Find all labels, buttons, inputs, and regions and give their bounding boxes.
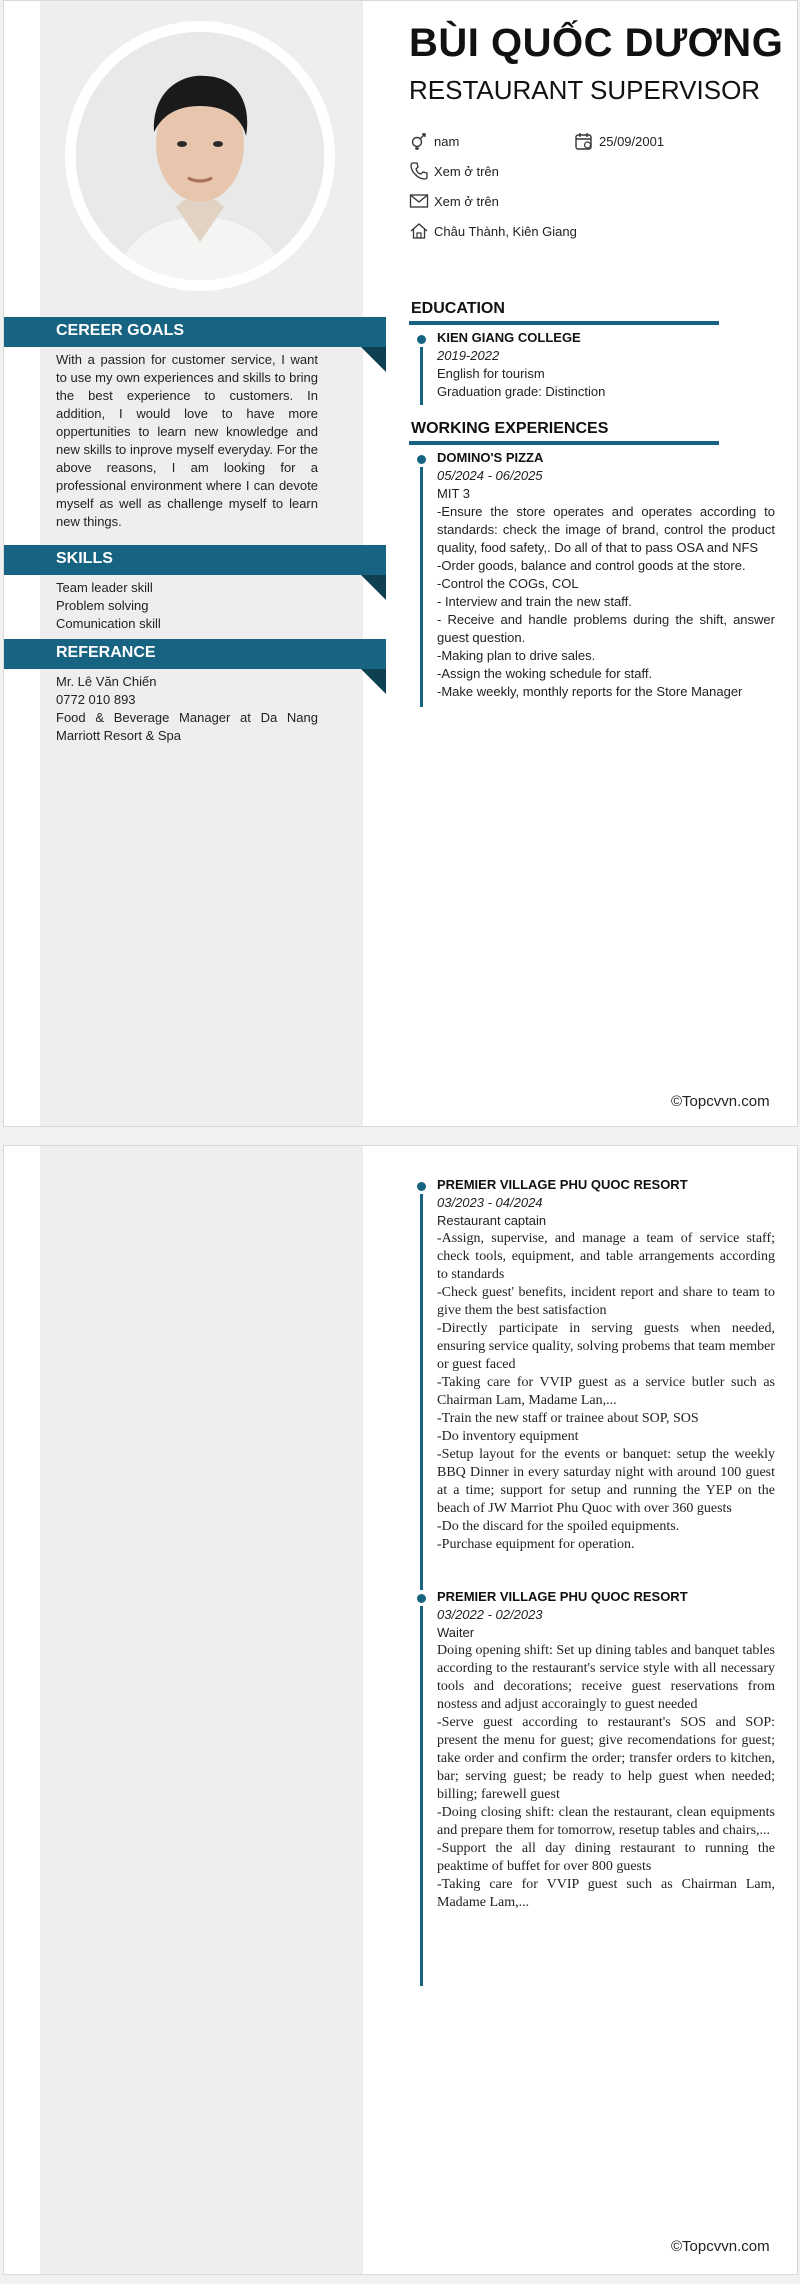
- gender-icon: [409, 131, 429, 151]
- job-duty: -Ensure the store operates and operates according to standards: check the image of brand, control the product quality, food safety,. Do all of that to pass OSA and NFS: [437, 504, 775, 555]
- job-duty: -Doing closing shift: clean the restaurant, clean equipments and prepare them for tomorrow, resetup tables and chairs,...: [437, 1805, 775, 1838]
- skill-item: Comunication skill: [56, 616, 161, 631]
- job-date: 03/2022 - 02/2023: [437, 1607, 543, 1622]
- job-duty: -Assign the woking schedule for staff.: [437, 666, 653, 681]
- reference-phone: 0772 010 893: [56, 692, 136, 707]
- ribbon-fold: [361, 575, 386, 600]
- career-goals-text: With a passion for customer service, I want to use my own experiences and skills to bring the best experience to customers. In addition, I would love to have more oppertunities to learn new knowledge and new skills to inprove myself everyday. For the above reasons, I am looking for a professional environment where I can devote myself as well as challenge myself to learn new things.: [56, 352, 318, 529]
- job-duty: -Directly participate in serving guests when needed, ensuring service quality, solving probems that team member or guest faced: [437, 1321, 775, 1372]
- timeline-dot: [417, 335, 426, 344]
- calendar-icon: [574, 131, 594, 151]
- job-duty: -Setup layout for the events or banquet: setup the weekly BBQ Dinner in every saturday night with around 100 guest at a time; support for setup and running the YEP on the beach of JW Marriot Phu Quoc with over 360 guests: [437, 1447, 775, 1516]
- gender-info: [409, 131, 459, 151]
- school-name: KIEN GIANG COLLEGE: [437, 330, 581, 345]
- school-years: 2019-2022: [437, 348, 500, 363]
- job-date: 05/2024 - 06/2025: [437, 468, 543, 483]
- job-entry: [437, 1176, 775, 1554]
- job-role: MIT 3: [437, 486, 470, 501]
- job-duty: -Making plan to drive sales.: [437, 648, 596, 663]
- job-duty: -Train the new staff or trainee about SOP, SOS: [437, 1411, 699, 1426]
- timeline-line: [420, 1606, 423, 1986]
- candidate-name: BÙI QUỐC DƯƠNG: [409, 21, 784, 65]
- mail-icon: [409, 191, 429, 211]
- footer-brand: ©Topcvvn.com: [671, 2238, 770, 2255]
- email-info: [409, 191, 499, 211]
- job-duty: -Serve guest according to restaurant's SOS and SOP: present the menu for guest; give recomendations for guest; take order and confirm the order; transfer orders to kitchen, bar; serving guest; be ready to help guest when needed; billing; farewell guest: [437, 1715, 775, 1802]
- job-date: 03/2023 - 04/2024: [437, 1195, 543, 1210]
- reference-block: [56, 673, 318, 745]
- birthdate-value: 25/09/2001: [599, 133, 665, 149]
- job-duty: - Receive and handle problems during the shift, answer guest question.: [437, 612, 775, 645]
- ribbon-fold: [361, 669, 386, 694]
- skills-list: [56, 579, 318, 633]
- job-duty: -Check guest' benefits, incident report and share to team to give them the best satisfaction: [437, 1285, 775, 1318]
- reference-position: Food & Beverage Manager at Da Nang Marriott Resort & Spa: [56, 710, 318, 743]
- avatar-photo-icon: [76, 32, 324, 280]
- education-heading: EDUCATION: [411, 300, 505, 317]
- education-entry: [437, 329, 775, 401]
- timeline-dot: [417, 455, 426, 464]
- gender-value: nam: [434, 133, 460, 149]
- experience-rule: [409, 441, 719, 445]
- timeline-line: [420, 467, 423, 707]
- school-major: English for tourism: [437, 366, 545, 381]
- skill-item: Problem solving: [56, 598, 149, 613]
- job-duty: -Do inventory equipment: [437, 1429, 579, 1444]
- timeline-dot: [417, 1182, 426, 1191]
- skill-item: Team leader skill: [56, 580, 153, 595]
- address-value: Châu Thành, Kiên Giang: [434, 223, 577, 239]
- job-entry: [437, 1588, 775, 1912]
- job-duty: -Taking care for VVIP guest as a service butler such as Chairman Lam, Madame Lan,...: [437, 1375, 775, 1408]
- timeline-line: [420, 1194, 423, 1590]
- phone-info: [409, 161, 499, 181]
- cv-page-1: [3, 0, 798, 1127]
- avatar: [76, 32, 324, 280]
- experience-heading: WORKING EXPERIENCES: [411, 420, 609, 437]
- education-rule: [409, 321, 719, 325]
- job-duty: -Make weekly, monthly reports for the Store Manager: [437, 684, 743, 699]
- job-duty: -Control the COGs, COL: [437, 576, 579, 591]
- job-org: DOMINO'S PIZZA: [437, 450, 544, 465]
- job-entry: [437, 449, 775, 701]
- job-org: PREMIER VILLAGE PHU QUOC RESORT: [437, 1589, 688, 1604]
- job-duty: -Taking care for VVIP guest such as Chairman Lam, Madame Lam,...: [437, 1877, 775, 1910]
- birthdate-info: [574, 131, 664, 151]
- sidebar-band: [40, 1146, 363, 2274]
- school-grade: Graduation grade: Distinction: [437, 384, 606, 399]
- reference-heading: REFERANCE: [4, 639, 386, 669]
- cv-page-2: [3, 1145, 798, 2275]
- home-icon: [409, 221, 429, 241]
- job-duty: - Interview and train the new staff.: [437, 594, 632, 609]
- job-org: PREMIER VILLAGE PHU QUOC RESORT: [437, 1177, 688, 1192]
- phone-value: Xem ở trên: [434, 163, 499, 179]
- job-duty: Doing opening shift: Set up dining tables and banquet tables according to the restaurant's service style with all necessary tools and decorations; receive guest reservations from nostess and adjust accoraingly to guest needed: [437, 1643, 775, 1712]
- timeline-line: [420, 347, 423, 405]
- job-role: Waiter: [437, 1625, 475, 1640]
- job-title: RESTAURANT SUPERVISOR: [409, 75, 761, 105]
- email-value: Xem ở trên: [434, 193, 499, 209]
- job-duty: -Purchase equipment for operation.: [437, 1537, 635, 1552]
- job-role: Restaurant captain: [437, 1213, 547, 1228]
- reference-name: Mr. Lê Văn Chiến: [56, 674, 157, 689]
- skills-heading: SKILLS: [4, 545, 386, 575]
- career-goals-heading: CEREER GOALS: [4, 317, 386, 347]
- ribbon-fold: [361, 347, 386, 372]
- footer-brand: ©Topcvvn.com: [671, 1093, 770, 1110]
- job-duty: -Support the all day dining restaurant to running the peaktime of buffet for over 800 guests: [437, 1841, 775, 1874]
- job-duty: -Do the discard for the spoiled equipments.: [437, 1519, 680, 1534]
- address-info: [409, 221, 577, 241]
- job-duty: -Order goods, balance and control goods at the store.: [437, 558, 746, 573]
- job-duty: -Assign, supervise, and manage a team of service staff; check tools, equipment, and table arrangements according to standards: [437, 1231, 775, 1282]
- timeline-dot: [417, 1594, 426, 1603]
- phone-icon: [409, 161, 429, 181]
